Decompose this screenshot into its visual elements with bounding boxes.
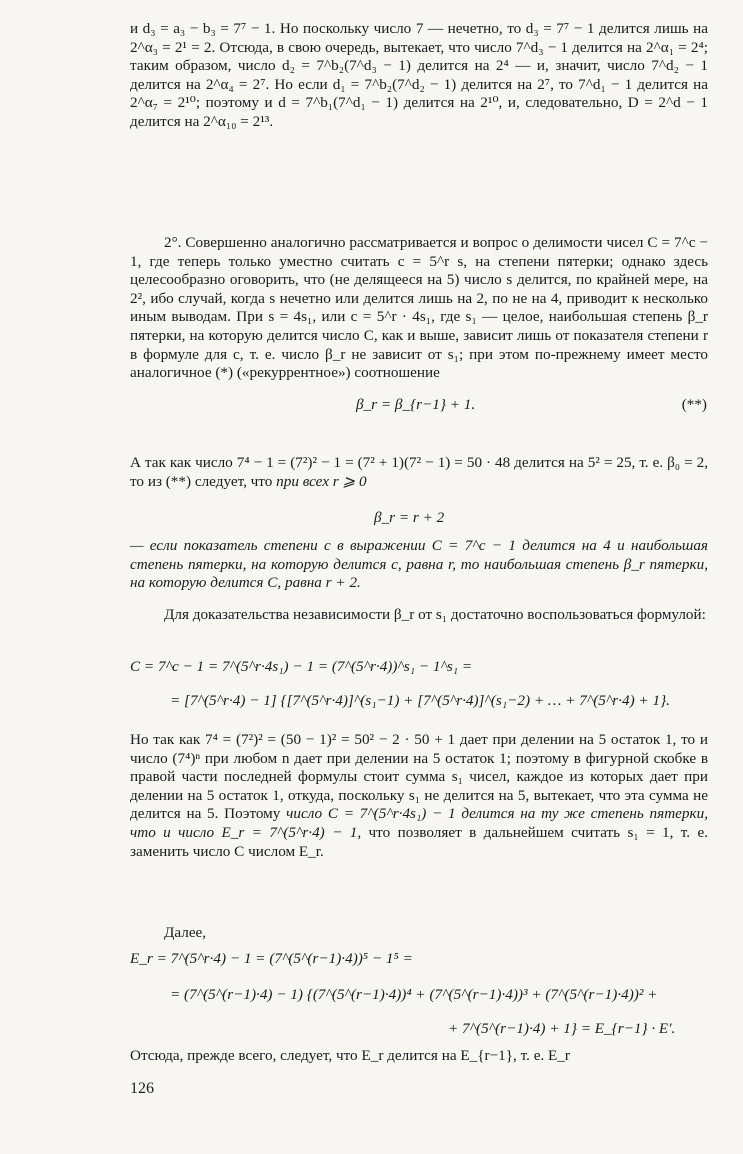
beta-formula: β_r = r + 2 [374, 509, 445, 526]
recurrent-formula: β_r = β_{r−1} + 1. [356, 396, 476, 413]
paragraph-7-text: Далее, [164, 924, 207, 941]
paragraph-6-italic: число C = 7^(5^r·4s₁) − 1 делится на ту же степень пятерки, что и число E_r = 7^(5^r·4) − 1, [130, 805, 708, 841]
paragraph-6-text: Но так как 7⁴ = (7²)² = (50 − 1)² = 50² − 2 · 50 + 1 дает при делении на 5 остаток 1, то и число (7⁴)ⁿ при любом n дает при делении на 5 остаток 1; поэтому в фигурной скобке в правой части последней формулы стоит сумма s₁ чисел, каждое из которых дает при делении на 5 остаток 1, откуда, поскольку s₁ не делится на 5, вытекает, что эта сумма не делится на 5. Поэтому число C = 7^(5^r·4s₁) − 1 делится на ту же степень пятерки, что и число E_r = 7^(5^r·4) − 1, что позволяет в дальнейшем считать s₁ = 1, т. е. заменить число C числом E_r. [130, 731, 708, 860]
paragraph-3 [130, 454, 708, 491]
section-2-text: 2°. Совершенно аналогично рассматривается и вопрос о делимости чисел C = 7^c − 1, где теперь только уместно считать c = 5^r s, на степени пятерки; однако здесь целесообразно оговорить, что (не делящееся на 5) число s делится, по крайней мере, на 2², ибо случай, когда s нечетно или делится лишь на 2, по не на 4, приводит к несколько иным выводам. При s = 4s₁, или c = 5^r · 4s₁, где s₁ — целое, наибольшая степень β_r пятерки, на которую делится число C, как и выше, зависит лишь от показателя степени r в формуле для c, т. е. число β_r не зависит от s₁; при этом по-прежнему имеет место аналогичное (*) («рекуррентное») соотношение [130, 234, 708, 382]
formula-E-line-2: = (7^(5^(r−1)·4) − 1) {(7^(5^(r−1)·4))⁴ + (7^(5^(r−1)·4))³ + (7^(5^(r−1)·4))² + [170, 986, 658, 1003]
formula-C-line-1: C = 7^c − 1 = 7^(5^r·4s₁) − 1 = (7^(5^r·4))^s₁ − 1^s₁ = [130, 658, 473, 675]
paragraph-3-text: А так как число 7⁴ − 1 = (7²)² − 1 = (7² + 1)(7² − 1) = 50 · 48 делится на 5² = 25, т. е. β₀ = 2, то из (**) следует, что при всех r ⩾ 0 [130, 454, 708, 490]
paragraph-8 [130, 1047, 708, 1066]
intro-paragraph [130, 20, 708, 132]
formula-E-line-3: + 7^(5^(r−1)·4) + 1} = E_{r−1} · E′. [448, 1020, 676, 1037]
paragraph-7 [130, 924, 708, 943]
recurrent-formula-tag: (**) [681, 396, 707, 413]
paragraph-6 [130, 731, 708, 861]
statement-paragraph [130, 537, 708, 593]
intro-text: и d₃ = a₃ − b₃ = 7⁷ − 1. Но поскольку число 7 — нечетно, то d₃ = 7⁷ − 1 делится лишь на 2^α₃ = 2¹ = 2. Отсюда, в свою очередь, вытекает, что число 7^d₃ − 1 делится на 2^α₁ = 2⁴; таким образом, число d₂ = 7^b₂(7^d₃ − 1) делится на 2⁴ — и, значит, число 7^d₂ − 1 делится на 2^α₄ = 2⁷. Но если d₁ = 7^b₂(7^d₂ − 1) делится на 2⁷, то 7^d₁ − 1 делится на 2^α₇ = 2¹⁰; поэтому и d = 7^b₁(7^d₁ − 1) делится на 2¹⁰, и, следовательно, D = 2^d − 1 делится на 2^α₁₀ = 2¹³. [130, 20, 708, 130]
statement-text: — если показатель степени c в выражении C = 7^c − 1 делится на 4 и наибольшая степень пятерки, на которую делится c, равна r, то наибольшая степень β_r пятерки, на которую делится C, равна r + 2. [130, 537, 708, 592]
formula-E-line-1: E_r = 7^(5^r·4) − 1 = (7^(5^(r−1)·4))⁵ − 1⁵ = [130, 950, 413, 967]
paragraph-8-text: Отсюда, прежде всего, следует, что E_r делится на E_{r−1}, т. е. E_r [130, 1047, 570, 1064]
paragraph-5-text: Для доказательства независимости β_r от s₁ достаточно воспользоваться формулой: [164, 606, 706, 623]
paragraph-3-italic: при всех r ⩾ 0 [276, 472, 367, 490]
section-2-paragraph [130, 234, 708, 383]
page-number: 126 [130, 1080, 154, 1097]
paragraph-5 [130, 606, 708, 625]
formula-C-line-2: = [7^(5^r·4) − 1] {[7^(5^r·4)]^(s₁−1) + [7^(5^r·4)]^(s₁−2) + … + 7^(5^r·4) + 1}. [170, 692, 670, 709]
